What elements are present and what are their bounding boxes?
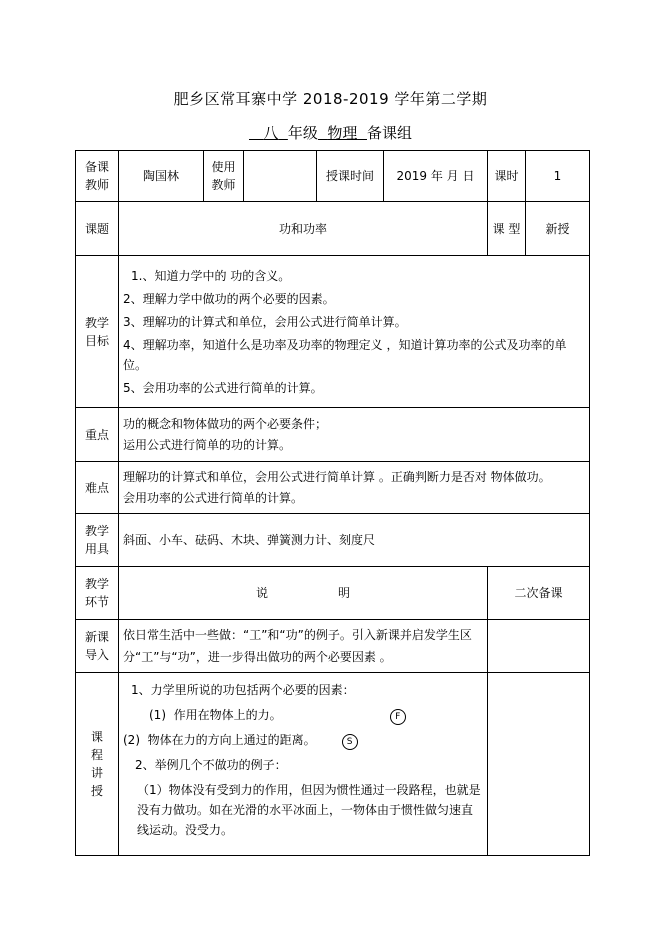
- teacher-label: 备课教师: [76, 151, 119, 202]
- objectives-label: 教学目标: [76, 256, 119, 408]
- force-symbol: F: [390, 709, 406, 725]
- distance-symbol: S: [342, 734, 358, 750]
- tools-label: 教学用具: [76, 514, 119, 567]
- key-points-content: [119, 408, 590, 462]
- intro-second-prep: [488, 620, 590, 673]
- second-prep-header: 二次备课: [488, 567, 590, 620]
- lesson-topic: 功和功率: [119, 202, 488, 256]
- lesson-paragraph: 1、力学里所说的功包括两个必要的因素：: [131, 683, 355, 697]
- grade-value: 八: [263, 124, 279, 142]
- difficulty-line: 理解功的计算式和单位，会用公式进行简单计算 。正确判断力是否对 物体做功。: [123, 470, 551, 484]
- lesson-plan-table: [75, 150, 590, 856]
- lesson-paragraph: （1）物体没有受到力的作用，但因为惯性通过一段路程，也就是没有力做功。如在光滑的水平冰面上，一物体由于惯性做匀速直线运动。没受力。: [137, 783, 481, 837]
- grade-suffix: 年级: [287, 124, 318, 142]
- subtitle: [0, 122, 661, 143]
- objectives-content: [119, 256, 590, 408]
- teacher-name: 陶国林: [119, 151, 204, 202]
- topic-label: 课题: [76, 202, 119, 256]
- user-teacher-value: [244, 151, 317, 202]
- key-point-line: 功的概念和物体做功的两个必要条件；: [123, 417, 328, 431]
- lesson-second-prep: [488, 673, 590, 856]
- tools-content: 斜面、小车、砝码、木块、弹簧测力计、刻度尺: [119, 514, 590, 567]
- lesson-content: [119, 673, 488, 856]
- class-hours-label: 课时: [488, 151, 526, 202]
- difficulty-line: 会用功率的公式进行简单的计算。: [123, 491, 304, 505]
- teach-time-label: 授课时间: [317, 151, 384, 202]
- group-suffix: 备课组: [366, 124, 412, 142]
- objective-item: 4、理解功率，知道什么是功率及功率的物理定义 ，知道计算功率的公式及功率的单位。: [123, 337, 567, 372]
- user-teacher-label: 使用教师: [204, 151, 244, 202]
- objective-item: 1.、知道力学中的 功的含义。: [131, 268, 291, 283]
- key-point-line: 运用公式进行简单的功的计算。: [123, 438, 292, 452]
- description-char: 说: [255, 586, 268, 600]
- subject-value: 物理: [327, 124, 358, 142]
- class-hours-value: 1: [526, 151, 590, 202]
- intro-content: 依日常生活中一些做：“工”和“功”的例子。引入新课并启发学生区分“工”与“功”，进一步得出做功的两个必要因素 。: [119, 620, 488, 673]
- objective-item: 2、理解力学中做功的两个必要的因素。: [123, 291, 335, 306]
- difficulty-label: 难点: [76, 462, 119, 514]
- lesson-paragraph: 2、举例几个不做功的例子：: [135, 758, 287, 772]
- lesson-factor-force: (1) 作用在物体上的力。 F: [123, 705, 483, 725]
- steps-label: 教学环节: [76, 567, 119, 620]
- lesson-type-value: 新授: [526, 202, 590, 256]
- description-char: 明: [338, 586, 351, 600]
- lesson-type-label: 课 型: [488, 202, 526, 256]
- objective-item: 3、理解功的计算式和单位，会用公式进行简单计算。: [123, 314, 407, 329]
- description-header: [119, 567, 488, 620]
- objective-item: 5、会用功率的公式进行简单的计算。: [123, 380, 323, 395]
- intro-label: 新课导入: [76, 620, 119, 673]
- lesson-factor-distance: (2) 物体在力的方向上通过的距离。 S: [123, 730, 483, 750]
- document-title: 肥乡区常耳寨中学 2018-2019 学年第二学期: [173, 90, 488, 108]
- teach-time-value: 2019 年 月 日: [384, 151, 488, 202]
- key-points-label: 重点: [76, 408, 119, 462]
- difficulty-content: [119, 462, 590, 514]
- lesson-label: 课 程 讲 授: [76, 673, 119, 856]
